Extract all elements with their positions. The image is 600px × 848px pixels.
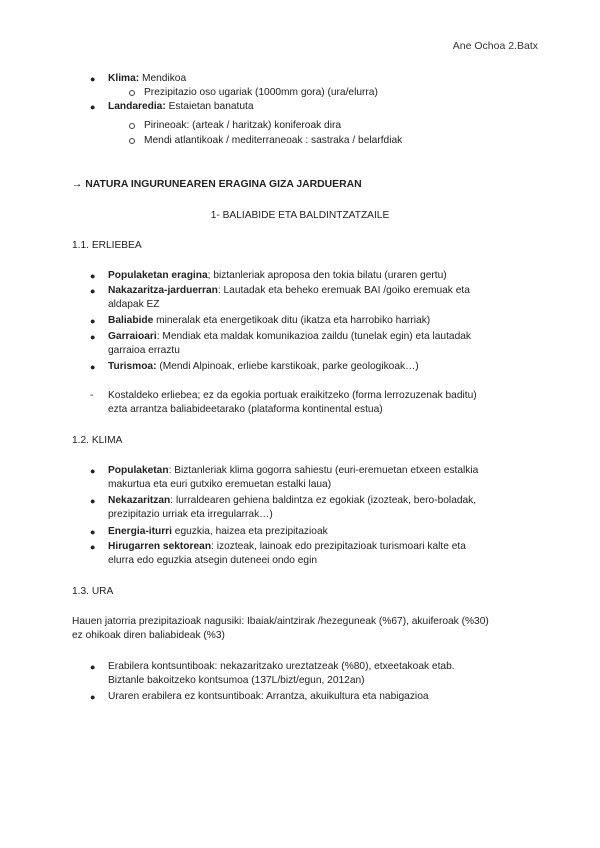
sub-item: Mendi atlantikoak / mediterraneoak : sastraka / belarfdiak bbox=[144, 135, 403, 146]
list-item: Hirugarren sektorean: izozteak, lainoak edo prezipitazioak turismoari kalte eta bbox=[108, 541, 466, 552]
list-item-continuation: Biztanle bakoitzeko kontsumoa (137L/bizt/egun, 2012an) bbox=[108, 675, 365, 686]
list-item-continuation: makurtua eta euri gutxiko eremuetan estalki laua) bbox=[108, 479, 332, 490]
list-item: Turismoa: (Mendi Alpinoak, erliebe karstikoak, parke geologikoak…) bbox=[108, 361, 419, 372]
circle-bullet-icon bbox=[129, 138, 135, 144]
bullet-icon: ● bbox=[90, 286, 96, 296]
list-item: Baliabide mineralak eta energetikoak ditu (ikatza eta harrobiko harriak) bbox=[108, 315, 431, 326]
bullet-icon: ● bbox=[90, 102, 96, 112]
bullet-icon: ● bbox=[90, 466, 96, 476]
list-item-landaredia: Landaredia: Estaietan banatuta bbox=[108, 101, 254, 112]
section-heading-erliebea: 1.1. ERLIEBEA bbox=[72, 240, 142, 251]
document-header-author: Ane Ochoa 2.Batx bbox=[452, 40, 538, 52]
list-item: Nekazaritzan: lurraldearen gehiena baldintza ez egokiak (izozteak, bero-boladak, bbox=[108, 495, 477, 506]
circle-bullet-icon bbox=[129, 90, 135, 96]
dash-item-continuation: ezta arrantza baliabideetarako (plataforma kontinental estua) bbox=[108, 404, 383, 415]
bullet-icon: ● bbox=[90, 332, 96, 342]
circle-bullet-icon bbox=[129, 123, 135, 129]
list-item: Energia-iturri eguzkia, haizea eta prezipitazioak bbox=[108, 526, 328, 537]
dash-bullet: - bbox=[90, 390, 94, 401]
bullet-icon: ● bbox=[90, 662, 96, 672]
dash-item: Kostaldeko erliebea; ez da egokia portuak eraikitzeko (forma lerrozuzenak baditu) bbox=[108, 390, 477, 401]
bullet-icon: ● bbox=[90, 527, 96, 537]
list-item: Garraioari: Mendiak eta maldak komunikazioa zaildu (tunelak egin) eta lautadak bbox=[108, 331, 471, 342]
list-item-continuation: elurra edo eguzkia atsegin duteneei ondo egin bbox=[108, 555, 318, 566]
bullet-icon: ● bbox=[90, 362, 96, 372]
bullet-icon: ● bbox=[90, 74, 96, 84]
list-item: Populaketan eragina; biztanleriak aproposa den tokia bilatu (uraren gertu) bbox=[108, 270, 447, 281]
paragraph: Hauen jatorria prezipitazioak nagusiki: Ibaiak/aintzirak /hezeguneak (%67), akuiferoak (%30) bbox=[72, 616, 489, 627]
sub-item: Pirineoak: (arteak / haritzak) koniferoak dira bbox=[144, 120, 342, 131]
section-heading-klima: 1.2. KLIMA bbox=[72, 435, 123, 446]
list-item-klima: Klima: Mendikoa bbox=[108, 73, 187, 84]
sub-item: Prezipitazio oso ugariak (1000mm gora) (ura/elurra) bbox=[144, 87, 378, 98]
list-item: Uraren erabilera ez kontsuntiboak: Arrantza, akuikultura eta nabigazioa bbox=[108, 691, 429, 702]
list-item: Populaketan: Biztanleriak klima gogorra sahiestu (euri-eremuetan etxeen estalkia bbox=[108, 465, 479, 476]
section-title: → NATURA INGURUNEAREN ERAGINA GIZA JARDUERAN bbox=[72, 179, 362, 190]
paragraph-continuation: ez ohikoak diren baliabideak (%3) bbox=[72, 630, 225, 641]
bullet-icon: ● bbox=[90, 496, 96, 506]
list-item-continuation: aldapak EZ bbox=[108, 299, 160, 310]
bullet-icon: ● bbox=[90, 271, 96, 281]
list-item: Erabilera kontsuntiboak: nekazaritzako ureztatzeak (%80), etxeetakoak etab. bbox=[108, 661, 455, 672]
bullet-icon: ● bbox=[90, 542, 96, 552]
list-item: Nakazaritza-jarduerran: Lautadak eta beheko eremuak BAI /goiko eremuak eta bbox=[108, 285, 470, 296]
section-heading-ura: 1.3. URA bbox=[72, 586, 114, 597]
list-item-continuation: prezipitazio urriak eta irregularrak…) bbox=[108, 509, 273, 520]
subtitle: 1- BALIABIDE ETA BALDINTZATZAILE bbox=[210, 210, 390, 221]
list-item-continuation: garraioa erraztu bbox=[108, 345, 180, 356]
bullet-icon: ● bbox=[90, 316, 96, 326]
bullet-icon: ● bbox=[90, 692, 96, 702]
